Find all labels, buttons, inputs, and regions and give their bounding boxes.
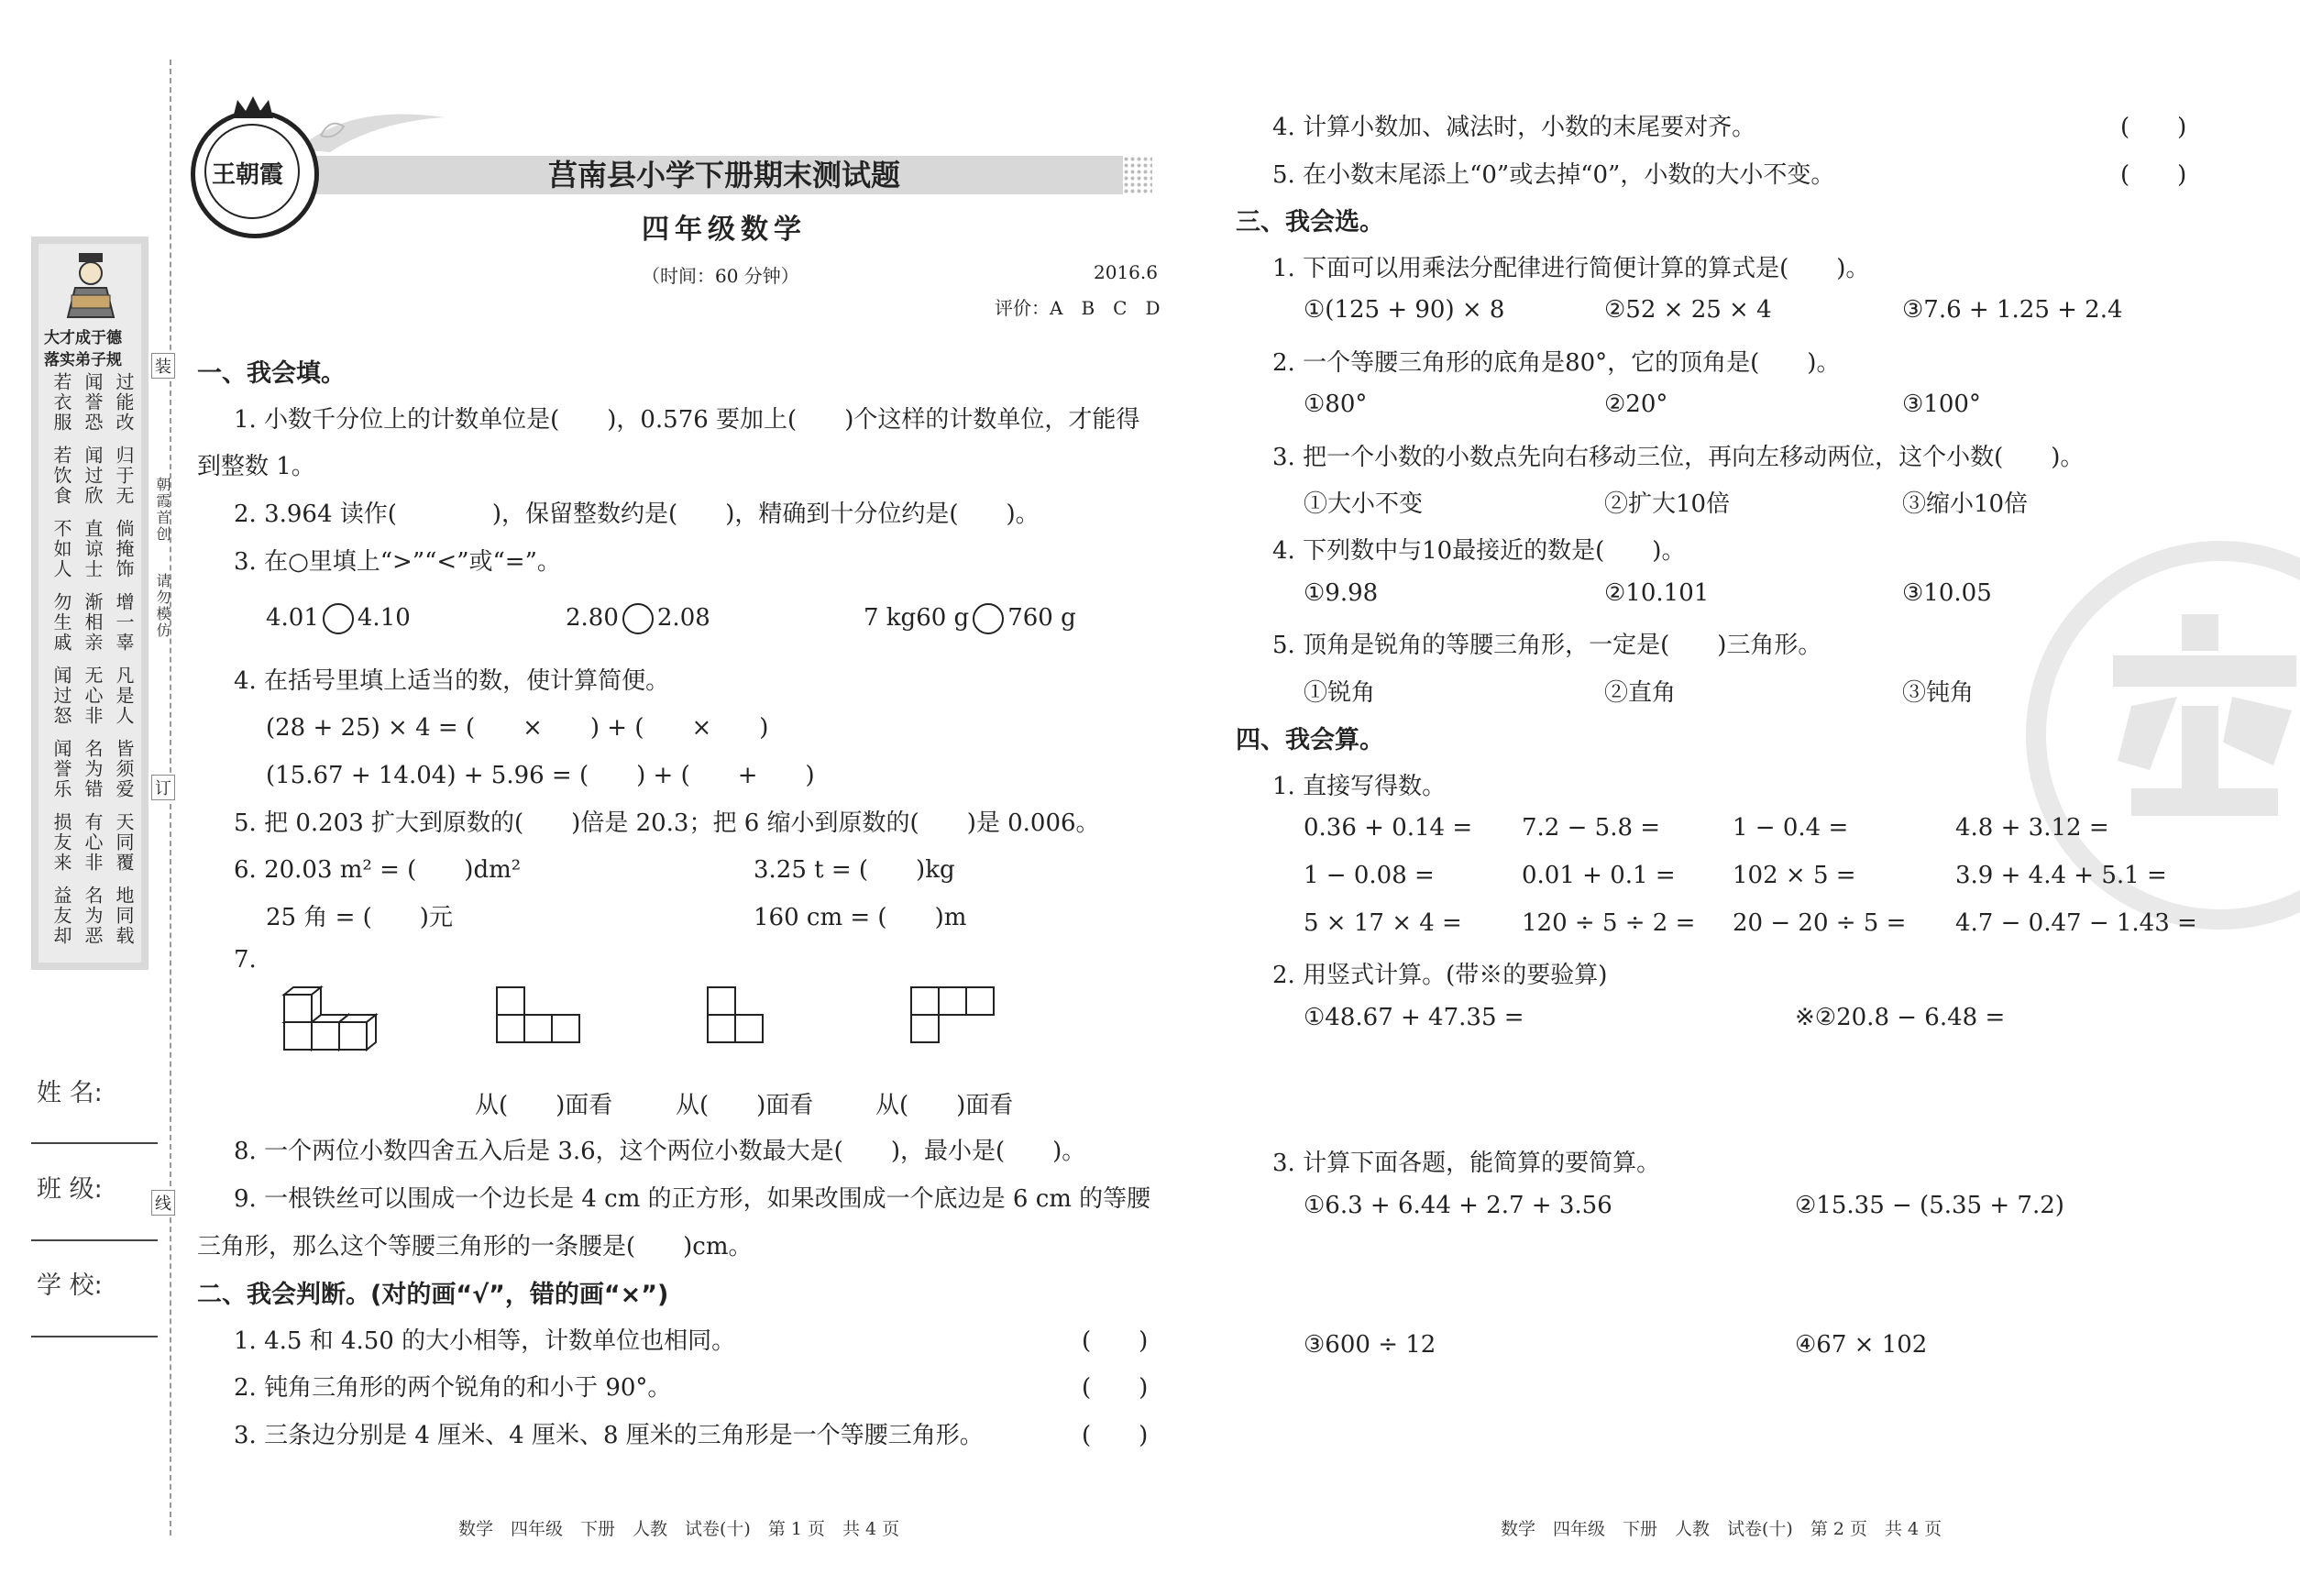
cube-stack-figure (275, 981, 390, 1059)
side-note-no-copy: 请勿模仿 (154, 573, 171, 639)
name-field[interactable] (31, 1142, 158, 1144)
calc-3: 3. 计算下面各题，能简算的要简算。 (1272, 1150, 1661, 1177)
mental-calc: 0.36 + 0.14 = (1304, 814, 1473, 842)
q8: 8. 一个两位小数四舍五入后是 3.6，这个两位小数最大是( )，最小是( )。 (234, 1138, 1086, 1165)
choice-2-opt-1[interactable]: ①80° (1304, 391, 1368, 418)
q3-item-1-left: 4.01 (266, 604, 319, 632)
section-1-title: 一、我会填。 (197, 359, 346, 388)
side-note-original: 朝霞首创 (154, 477, 171, 543)
q3-item-2-left: 2.80 (566, 604, 619, 632)
mental-calc: 20 − 20 ÷ 5 = (1733, 909, 1907, 937)
view-figure-1 (495, 985, 587, 1050)
choice-3: 3. 把一个小数的小数点先向右移动三位，再向左移动两位，这个小数( )。 (1272, 444, 2085, 471)
verse-column: 若饮食 (50, 446, 72, 506)
judge-1: 1. 4.5 和 4.50 的大小相等，计数单位也相同。 (234, 1327, 736, 1355)
motto-panel (31, 237, 149, 970)
verse-column: 闻誉乐 (50, 739, 72, 799)
q4-line-1: (28 + 25) × 4 = ( × ) + ( × ) (266, 714, 769, 742)
q3-item-1-right: 4.10 (357, 604, 411, 632)
q6-a: 6. 20.03 m² = ( )dm² (234, 856, 522, 884)
verse-column: 无心非 (82, 666, 104, 726)
mental-calc: 0.01 + 0.1 = (1522, 862, 1676, 889)
verse-column: 名为恶 (82, 886, 104, 946)
page-1-footer: 数学 四年级 下册 人教 试卷(十) 第 1 页 共 4 页 (458, 1519, 900, 1539)
school-label: 学 校: (37, 1271, 103, 1300)
verse-column: 有心非 (82, 812, 104, 873)
q4: 4. 在括号里填上适当的数，使计算简便。 (234, 667, 670, 695)
q3-item-3-left: 7 kg60 g (864, 604, 970, 632)
verse-column: 不如人 (50, 519, 72, 579)
calc-2: 2. 用竖式计算。(带※的要验算) (1272, 962, 1608, 989)
choice-1-opt-2[interactable]: ②52 × 25 × 4 (1604, 296, 1772, 324)
calc-1: 1. 直接写得数。 (1272, 773, 1447, 800)
ribbon-decoration-icon (293, 99, 449, 154)
binding-label-zhuang: 装 (151, 353, 175, 379)
judge-3: 3. 三条边分别是 4 厘米、4 厘米、8 厘米的三角形是一个等腰三角形。 (234, 1422, 984, 1449)
exam-subtitle: 四年级数学 (642, 214, 807, 246)
class-field[interactable] (31, 1239, 158, 1241)
q7-view-2: 从( )面看 (676, 1092, 814, 1119)
verse-column: 地同载 (113, 886, 135, 946)
brand-logo (191, 110, 319, 238)
simplify-2: ②15.35 − (5.35 + 7.2) (1795, 1192, 2064, 1219)
judge-3-answer[interactable]: ( ) (1082, 1422, 1149, 1449)
simplify-1: ①6.3 + 6.44 + 2.7 + 3.56 (1304, 1192, 1612, 1219)
choice-2-opt-2[interactable]: ②20° (1604, 391, 1668, 418)
choice-3-opt-1[interactable]: ①大小不变 (1304, 490, 1424, 518)
verse-column: 益友却 (50, 886, 72, 946)
mental-calc: 4.8 + 3.12 = (1955, 814, 2109, 842)
q3-item-3 (864, 603, 1076, 634)
q7-label: 7. (234, 946, 257, 974)
verse-column: 增一辜 (113, 592, 135, 653)
choice-5-opt-3[interactable]: ③钝角 (1902, 679, 1975, 707)
choice-1-opt-1[interactable]: ①(125 + 90) × 8 (1304, 296, 1505, 324)
mental-calc: 120 ÷ 5 ÷ 2 = (1522, 909, 1696, 937)
judge-1-answer[interactable]: ( ) (1082, 1327, 1149, 1355)
verse-column: 损友来 (50, 812, 72, 873)
judge-2: 2. 钝角三角形的两个锐角的和小于 90°。 (234, 1374, 672, 1402)
section-3-title: 三、我会选。 (1236, 208, 1384, 237)
verse-column: 直谅士 (82, 519, 104, 579)
page-2-footer: 数学 四年级 下册 人教 试卷(十) 第 2 页 共 4 页 (1501, 1519, 1942, 1539)
verse-column: 名为错 (82, 739, 104, 799)
crown-icon (230, 94, 276, 120)
school-field[interactable] (31, 1336, 158, 1337)
view-figure-3 (909, 985, 1001, 1050)
judge-5: 5. 在小数末尾添上“0”或去掉“0”，小数的大小不变。 (1272, 161, 1835, 189)
mental-calc: 1 − 0.08 = (1304, 862, 1435, 889)
choice-5-opt-1[interactable]: ①锐角 (1304, 679, 1376, 707)
q2: 2. 3.964 读作( )，保留整数约是( )，精确到十分位约是( )。 (234, 501, 1040, 528)
mental-calc: 3.9 + 4.4 + 5.1 = (1955, 862, 2167, 889)
verse-column: 皆须爱 (113, 739, 135, 799)
exam-date: 2016.6 (1094, 261, 1158, 283)
q3-item-2-right: 2.08 (656, 604, 710, 632)
name-label: 姓 名: (37, 1079, 103, 1107)
judge-2-answer[interactable]: ( ) (1082, 1374, 1149, 1402)
verse-column: 若衣服 (50, 372, 72, 433)
q1-line-a: 1. 小数千分位上的计数单位是( )，0.576 要加上( )个这样的计数单位，才能得 (234, 406, 1140, 434)
q9-line-a: 9. 一根铁丝可以围成一个边长是 4 cm 的正方形，如果改围成一个底边是 6 cm 的等腰 (234, 1185, 1151, 1213)
binding-label-xian: 线 (151, 1190, 175, 1216)
verse-column: 倘掩饰 (113, 519, 135, 579)
exam-title: 莒南县小学下册期末测试题 (547, 158, 900, 193)
choice-4-opt-1[interactable]: ①9.98 (1304, 579, 1379, 607)
compare-circle-1[interactable] (323, 603, 354, 634)
choice-1-opt-3[interactable]: ③7.6 + 1.25 + 2.4 (1902, 296, 2123, 324)
scholar-figure-icon (59, 251, 123, 320)
motto-line-1: 大才成于德 (44, 329, 122, 347)
q7-view-1: 从( )面看 (475, 1092, 613, 1119)
motto-line-2: 落实弟子规 (44, 351, 122, 369)
verse-column: 闻过欣 (82, 446, 104, 506)
judge-4-answer[interactable]: ( ) (2120, 114, 2187, 141)
compare-circle-3[interactable] (973, 603, 1004, 634)
seal-character-icon (2095, 605, 2300, 825)
class-label: 班 级: (37, 1175, 103, 1204)
verse-column: 闻过怒 (50, 666, 72, 726)
q7-view-3: 从( )面看 (875, 1092, 1014, 1119)
simplify-4: ④67 × 102 (1795, 1331, 1928, 1359)
choice-2: 2. 一个等腰三角形的底角是80°，它的顶角是( )。 (1272, 349, 1841, 377)
mental-calc: 102 × 5 = (1733, 862, 1856, 889)
choice-4-opt-3[interactable]: ③10.05 (1902, 579, 1992, 607)
choice-1: 1. 下面可以用乘法分配律进行简便计算的算式是( )。 (1272, 255, 1870, 282)
verse-column: 凡是人 (113, 666, 135, 726)
judge-4: 4. 计算小数加、减法时，小数的末尾要对齐。 (1272, 114, 1756, 141)
verse-column: 勿生戚 (50, 592, 72, 653)
mental-calc: 1 − 0.4 = (1733, 814, 1849, 842)
choice-3-opt-3[interactable]: ③缩小10倍 (1902, 490, 2029, 518)
choice-2-opt-3[interactable]: ③100° (1902, 391, 1981, 418)
vertical-calc-1: ①48.67 + 47.35 = (1304, 1004, 1524, 1031)
section-4-title: 四、我会算。 (1236, 726, 1384, 754)
simplify-3: ③600 ÷ 12 (1304, 1331, 1436, 1359)
view-figure-2 (706, 985, 770, 1050)
judge-5-answer[interactable]: ( ) (2120, 161, 2187, 189)
q4-line-2: (15.67 + 14.04) + 5.96 = ( ) + ( + ) (266, 762, 815, 789)
q3-item-2 (566, 603, 710, 634)
verse-column: 天同覆 (113, 812, 135, 873)
q6-c: 25 角 = ( )元 (266, 904, 453, 931)
mental-calc: 7.2 − 5.8 = (1522, 814, 1661, 842)
verse-column: 归于无 (113, 446, 135, 506)
q3-item-1 (266, 603, 411, 634)
verse-column: 闻誉恐 (82, 372, 104, 433)
q1-line-b: 到整数 1。 (197, 453, 315, 480)
mental-calc: 4.7 − 0.47 − 1.43 = (1955, 909, 2197, 937)
q3: 3. 在○里填上“>”“<”或“=”。 (234, 548, 561, 576)
verse-column: 过能改 (113, 372, 135, 433)
compare-circle-2[interactable] (622, 603, 654, 634)
section-2-title: 二、我会判断。(对的画“√”，错的画“×”) (197, 1281, 669, 1309)
q6-b: 3.25 t = ( )kg (754, 856, 955, 884)
exam-time: （时间：60 分钟） (642, 265, 799, 287)
mental-calc: 5 × 17 × 4 = (1304, 909, 1462, 937)
choice-5: 5. 顶角是锐角的等腰三角形，一定是( )三角形。 (1272, 632, 1822, 659)
q6-d: 160 cm = ( )m (754, 904, 967, 931)
q3-item-3-right: 760 g (1007, 604, 1076, 632)
choice-5-opt-2[interactable]: ②直角 (1604, 679, 1677, 707)
choice-4-opt-2[interactable]: ②10.101 (1604, 579, 1710, 607)
q9-line-b: 三角形，那么这个等腰三角形的一条腰是( )cm。 (197, 1233, 753, 1260)
q5: 5. 把 0.203 扩大到原数的( )倍是 20.3；把 6 缩小到原数的( )是 0.006。 (234, 809, 1100, 837)
verse-column: 渐相亲 (82, 592, 104, 653)
grade-scale: 评价：A B C D (995, 297, 1161, 319)
logo-text: 王朝霞 (212, 161, 284, 189)
binding-label-ding: 订 (151, 775, 175, 800)
choice-4: 4. 下列数中与10最接近的数是( )。 (1272, 537, 1686, 565)
vertical-calc-2: ※②20.8 − 6.48 = (1795, 1004, 2006, 1031)
choice-3-opt-2[interactable]: ②扩大10倍 (1604, 490, 1731, 518)
